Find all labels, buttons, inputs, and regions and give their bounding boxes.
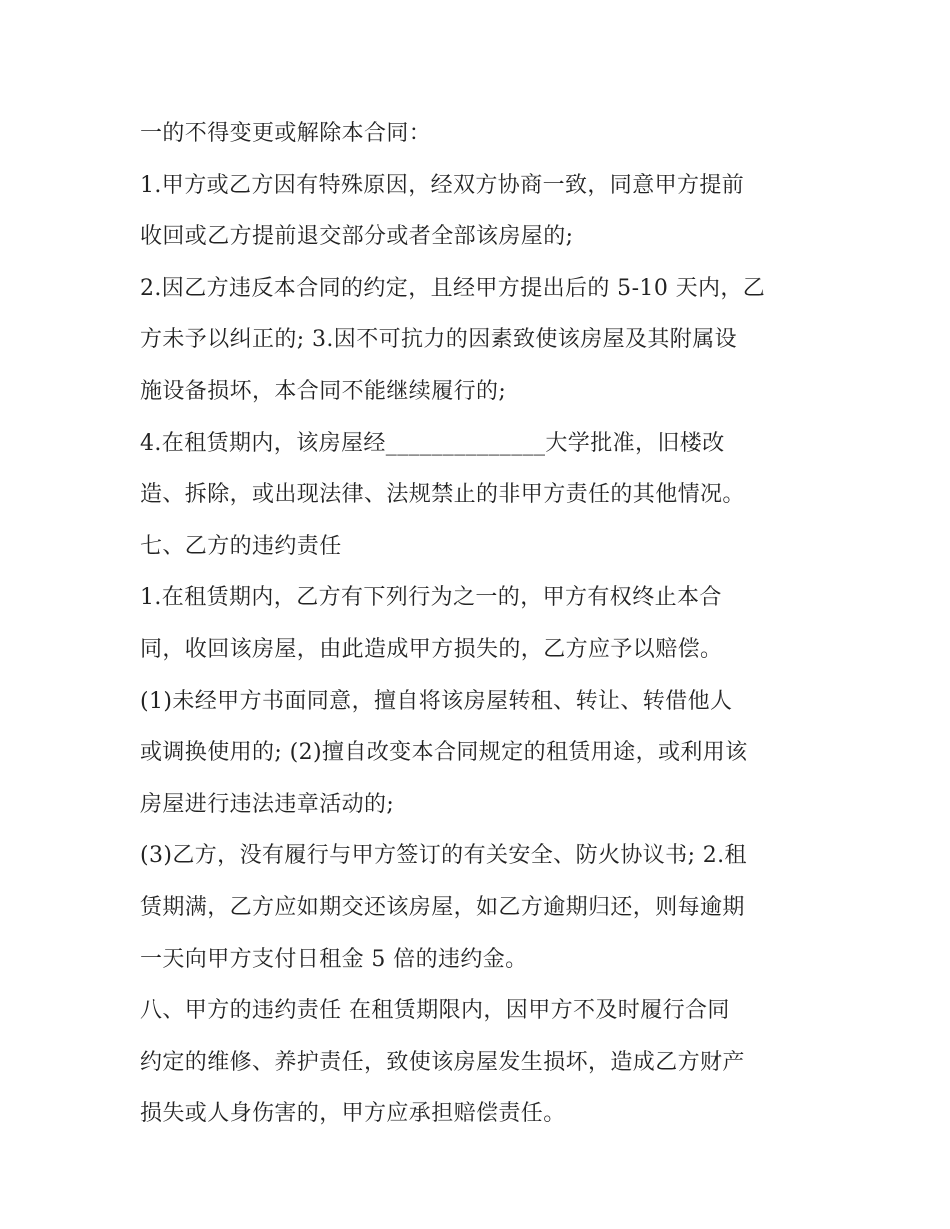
text-line: 一的不得变更或解除本合同： xyxy=(140,121,432,146)
section-heading: 七、乙方的违约责任 xyxy=(140,533,342,559)
text-line: 施设备损坏，本合同不能继续履行的; xyxy=(140,378,507,404)
text-line: 或调换使用的; (2)擅自改变本合同规定的租赁用途，或利用该 xyxy=(140,740,748,766)
text-line: 收回或乙方提前退交部分或者全部该房屋的; xyxy=(140,224,574,250)
document-body xyxy=(140,108,820,1140)
text-line: 房屋进行违法违章活动的; xyxy=(140,791,395,817)
text-line: 一天向甲方支付日租金 5 倍的违约金。 xyxy=(140,946,528,972)
text-line: 1.甲方或乙方因有特殊原因，经双方协商一致，同意甲方提前 xyxy=(140,172,745,198)
text-line: 方未予以纠正的; 3.因不可抗力的因素致使该房屋及其附属设 xyxy=(140,327,737,353)
text-line: 赁期满，乙方应如期交还该房屋，如乙方逾期归还，则每逾期 xyxy=(140,894,745,920)
text-line: 同，收回该房屋，由此造成甲方损失的，乙方应予以赔偿。 xyxy=(140,636,723,662)
text-line: 4.在租赁期内，该房屋经______________大学批准，旧楼改 xyxy=(140,430,725,456)
text-line: (3)乙方，没有履行与甲方签订的有关安全、防火协议书; 2.租 xyxy=(140,843,747,869)
text-line: 损失或人身伤害的，甲方应承担赔偿责任。 xyxy=(140,1101,566,1127)
text-line: 2.因乙方违反本合同的约定，且经甲方提出后的 5-10 天内，乙 xyxy=(140,275,766,301)
text-line: 约定的维修、养护责任，致使该房屋发生损坏，造成乙方财产 xyxy=(140,1049,745,1075)
text-line: 1.在租赁期内，乙方有下列行为之一的，甲方有权终止本合 xyxy=(140,585,722,611)
text-line: 造、拆除，或出现法律、法规禁止的非甲方责任的其他情况。 xyxy=(140,482,745,508)
section-heading: 八、甲方的违约责任 在租赁期限内，因甲方不及时履行合同 xyxy=(140,998,730,1024)
text-line: (1)未经甲方书面同意，擅自将该房屋转租、转让、转借他人 xyxy=(140,688,733,714)
